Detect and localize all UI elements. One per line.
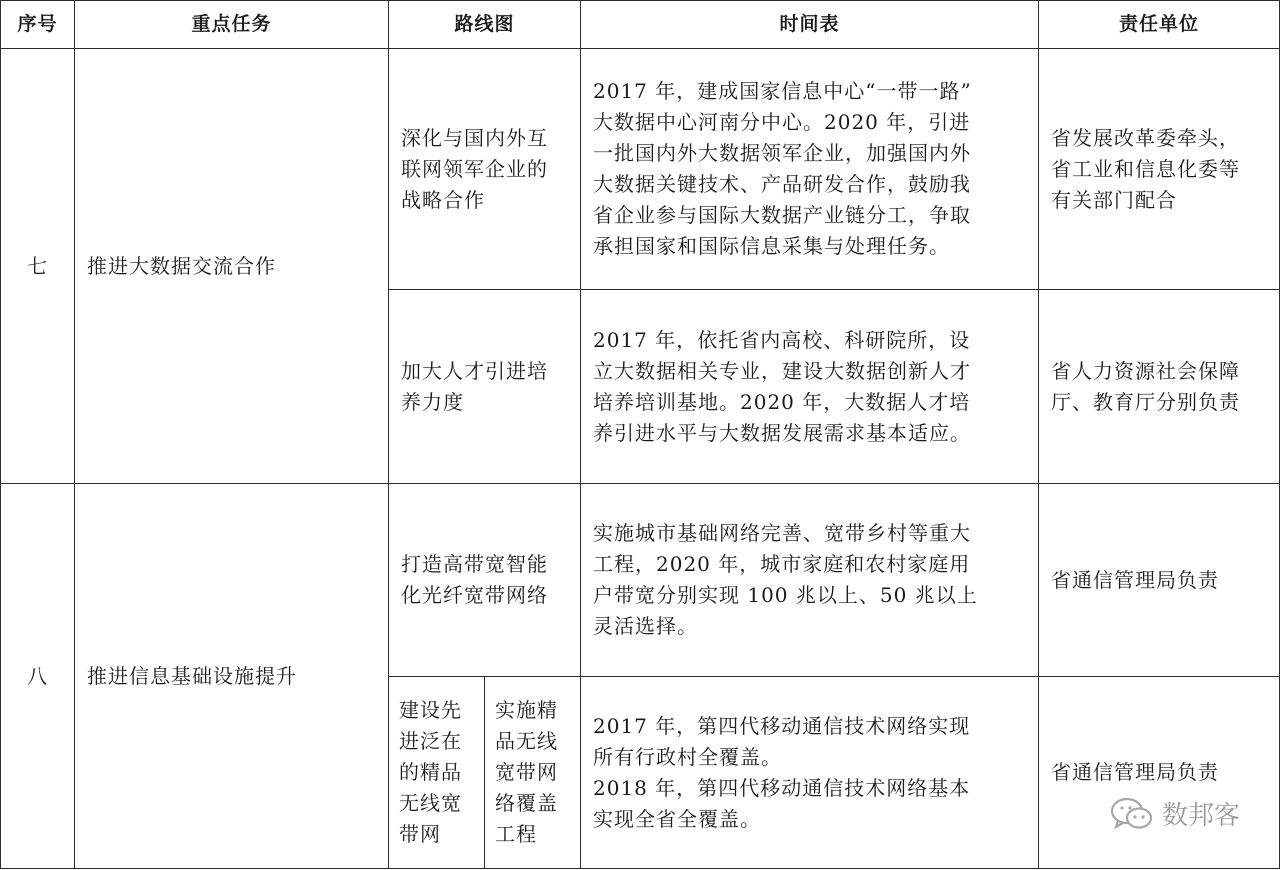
schedule-text: 2017 年，建成国家信息中心“一带一路” 大数据中心河南分中心。2020 年，引进 一批国内外大数据领军企业，加强国内外 大数据关键技术、产品研发合作，鼓励我 省企业参与国际大数据产业链分工，争取 承担国家和国际信息采集与处理任务。	[593, 79, 972, 258]
schedule-text: 实施城市基础网络完善、宽带乡村等重大 工程，2020 年，城市家庭和农村家庭用 户带宽分别实现 100 兆以上、50 兆以上 灵活选择。	[593, 521, 978, 638]
route-item: 深化与国内外互 联网领军企业的 战略合作	[401, 125, 548, 212]
route-item: 加大人才引进培 养力度	[401, 358, 548, 414]
header-unit: 责任单位	[1118, 13, 1199, 35]
responsible-unit: 省发展改革委牵头， 省工业和信息化委等 有关部门配合	[1051, 125, 1240, 212]
watermark-text: 数邦客	[1161, 801, 1240, 831]
header-task: 重点任务	[191, 13, 272, 35]
row-number: 八	[27, 663, 48, 688]
row-number: 七	[27, 253, 48, 278]
responsible-unit: 省通信管理局负责	[1051, 567, 1219, 592]
header-no: 序号	[17, 13, 58, 35]
route-item: 打造高带宽智能 化光纤宽带网络	[401, 552, 548, 607]
task-name: 推进信息基础设施提升	[87, 663, 297, 688]
route-item-secondary: 实施精 品无线 宽带网 络覆盖 工程	[495, 698, 558, 846]
header-route: 路线图	[454, 13, 515, 35]
header-schedule: 时间表	[779, 13, 840, 35]
responsible-unit: 省人力资源社会保障 厅、教育厅分别负责	[1051, 358, 1240, 414]
schedule-text: 2017 年，第四代移动通信技术网络实现 所有行政村全覆盖。 2018 年，第四代移动通信技术网络基本 实现全省全覆盖。	[593, 713, 971, 831]
wechat-icon	[1110, 796, 1154, 832]
task-name: 推进大数据交流合作	[87, 253, 276, 278]
responsible-unit: 省通信管理局负责	[1051, 760, 1219, 784]
route-item-primary: 建设先 进泛在 的精品 无线宽 带网	[399, 698, 462, 846]
schedule-text: 2017 年，依托省内高校、科研院所，设 立大数据相关专业，建设大数据创新人才 培养培训基地。2020 年，大数据人才培 养引进水平与大数据发展需求基本适应。	[593, 327, 971, 445]
watermark	[1110, 795, 1240, 832]
table-rule	[0, 868, 1280, 869]
